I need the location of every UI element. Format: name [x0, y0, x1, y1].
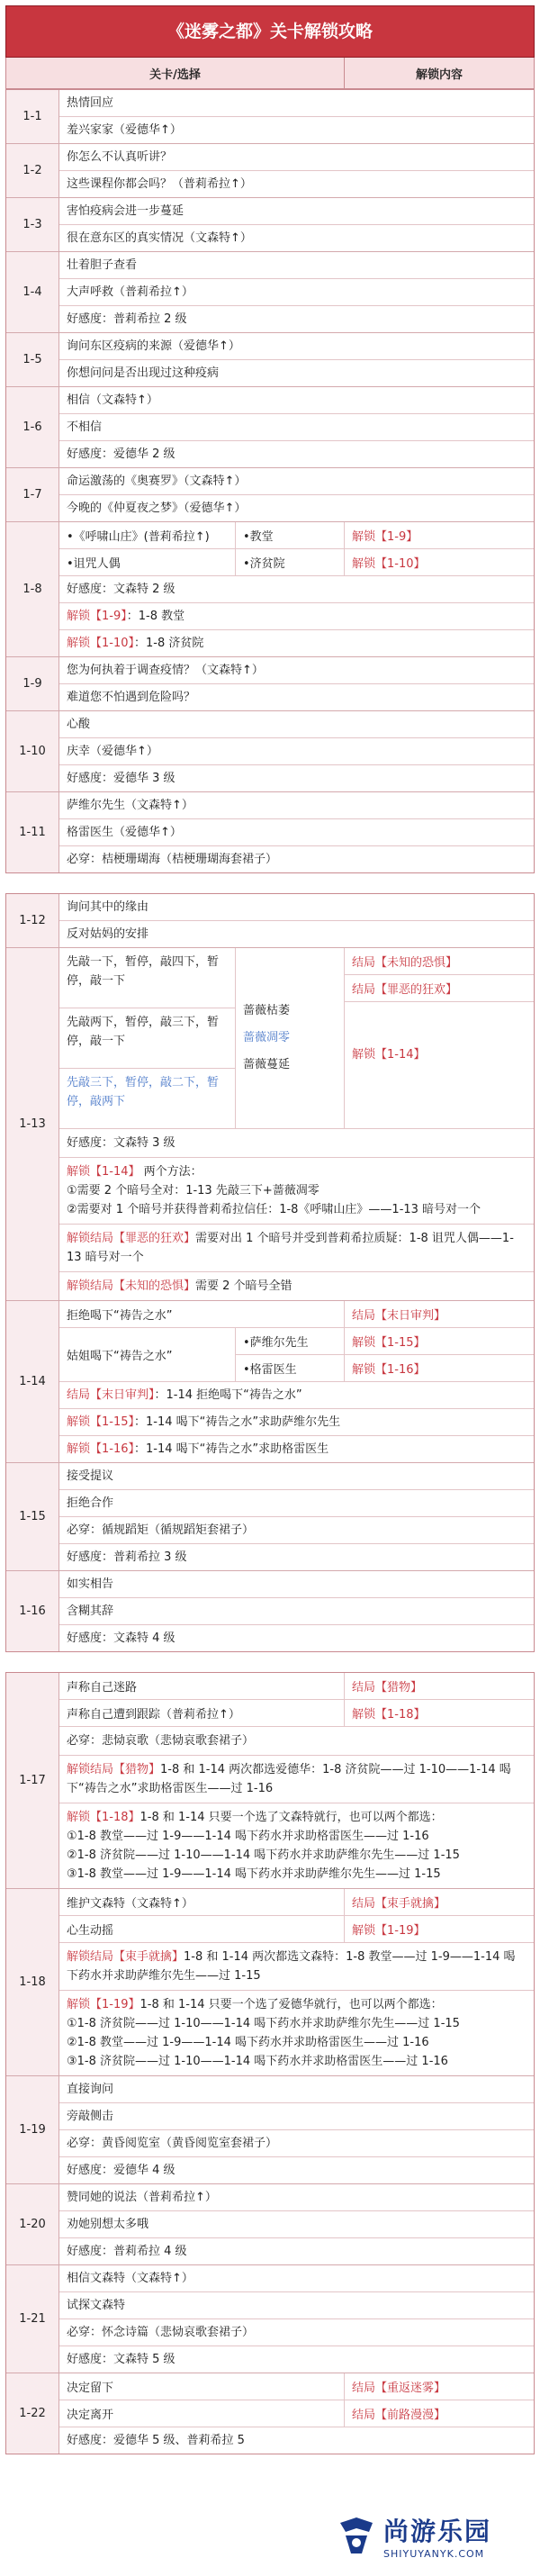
- outfit-note: 必穿：悲恸哀歌（悲恸哀歌套裙子）: [59, 1727, 534, 1756]
- affinity-note: 好感度：文森特 2 级: [59, 576, 534, 603]
- level-id: 1-5: [6, 333, 59, 386]
- unlock-detail: ：1-8 教堂: [127, 610, 184, 623]
- level-id: 1-1: [6, 90, 59, 143]
- ending-label: 结局【前路漫漫】: [345, 2400, 534, 2427]
- level-id: 1-19: [6, 2076, 59, 2183]
- unlock-tag: 解锁【1-16】: [67, 1442, 134, 1456]
- unlock-label: 解锁【1-15】: [345, 1328, 534, 1355]
- level-row: [6, 948, 534, 1301]
- level-row: [6, 1463, 534, 1571]
- unlock-tag: 解锁结局【罪恶的狂欢】: [67, 1232, 195, 1245]
- choice: 维护文森特（文森特↑）: [59, 1889, 344, 1916]
- level-id: 1-6: [6, 387, 59, 467]
- rose-option-correct: 蔷薇凋零: [243, 1025, 337, 1052]
- level-row: [6, 1571, 534, 1651]
- ending-label: 结局【末日审判】: [345, 1301, 534, 1328]
- unlock-note: [59, 1803, 534, 1827]
- unlock-tag: 解锁结局【未知的恐惧】: [67, 1279, 195, 1293]
- choice: 如实相告: [59, 1571, 534, 1598]
- unlock-detail: ：1-8 济贫院: [134, 637, 203, 650]
- level-id: 1-21: [6, 2265, 59, 2373]
- section-2: [5, 893, 535, 1652]
- ending-label: 结局【束手就擒】: [345, 1889, 534, 1916]
- choice: 相信文森特（文森特↑）: [59, 2265, 534, 2292]
- choice: 心酸: [59, 711, 534, 738]
- level-id: 1-18: [6, 1889, 59, 2075]
- strategy-page: [5, 5, 535, 2454]
- unlock-note: [59, 1991, 534, 2014]
- affinity-note: 好感度：爱德华 4 级: [59, 2157, 534, 2183]
- section-1: [5, 89, 535, 873]
- choice: 旁敲侧击: [59, 2103, 534, 2130]
- choice: 这些课程你都会吗？（普莉希拉↑）: [59, 171, 534, 197]
- level-id: 1-14: [6, 1301, 59, 1462]
- site-watermark: [329, 2504, 536, 2567]
- choice: 你想问问是否出现过这种疫病: [59, 360, 534, 386]
- level-row: [6, 894, 534, 948]
- knock-code: 先敲两下，暂停，敲三下，暂停，敲一下: [59, 1008, 235, 1069]
- outfit-note: 必穿：循规蹈矩（循规蹈矩套裙子）: [59, 1517, 534, 1544]
- choice: 今晚的《仲夏夜之梦》（爱德华↑）: [59, 495, 534, 521]
- choice: 询问东区疫病的来源（爱德华↑）: [59, 333, 534, 360]
- route-line: ③1-8 教堂——过 1-9——1-14 喝下药水并求助萨维尔先生——过 1-15: [59, 1865, 534, 1888]
- choice: 害怕疫病会进一步蔓延: [59, 198, 534, 225]
- choice: 命运激荡的《奥赛罗》（文森特↑）: [59, 468, 534, 495]
- level-row: [6, 1673, 534, 1889]
- route-line: ②1-8 教堂——过 1-9——1-14 喝下药水并求助格雷医生——过 1-16: [59, 2033, 534, 2052]
- level-row: [6, 90, 534, 144]
- knock-code: 先敲一下，暂停，敲四下，暂停，敲一下: [59, 948, 235, 1008]
- unlock-tag: 解锁【1-14】: [67, 1165, 140, 1179]
- unlock-note: [59, 1272, 534, 1300]
- unlock-tag: 解锁【1-19】: [67, 1998, 140, 2011]
- unlock-detail: 1-8 和 1-14 只要一个选了爱德华就行，也可以两个都选：: [140, 1998, 443, 2011]
- unlock-detail: 需要对出 1 个暗号并受到普莉希拉质疑：1-8 诅咒人偶——1-13 暗号对一个: [67, 1232, 514, 1264]
- affinity-note: 好感度：文森特 5 级: [59, 2346, 534, 2373]
- level-id: 1-16: [6, 1571, 59, 1651]
- choice: 萨维尔先生（文森特↑）: [59, 792, 534, 819]
- unlock-tag: 解锁【1-10】: [67, 637, 134, 650]
- level-row: [6, 2265, 534, 2373]
- choice: 含糊其辞: [59, 1598, 534, 1625]
- level-row: [6, 1301, 534, 1463]
- unlock-detail: 1-8 和 1-14 只要一个选了文森特就行，也可以两个都选：: [140, 1811, 443, 1824]
- unlock-detail: 1-8 和 1-14 两次都选文森特：1-8 教堂——过 1-9——1-14 喝下药水并求助萨维尔先生——过 1-15: [67, 1950, 516, 1983]
- ending-label: 结局【重返迷雾】: [345, 2373, 534, 2400]
- affinity-note: 好感度：文森特 4 级: [59, 1625, 534, 1651]
- choice: 格雷医生（爱德华↑）: [59, 819, 534, 846]
- level-row: [6, 2373, 534, 2454]
- unlock-note: [59, 1409, 534, 1436]
- rose-option: 蔷薇枯萎: [243, 998, 337, 1025]
- level-row: [6, 468, 534, 522]
- method-line: ②需要对 1 个暗号并获得普莉希拉信任：1-8《呼啸山庄》——1-13 暗号对一个: [59, 1200, 534, 1225]
- unlock-detail: 1-8 和 1-14 两次都选爱德华：1-8 济贫院——过 1-10——1-14 喝下“祷告之水”求助格雷医生——过 1-16: [67, 1763, 511, 1795]
- unlock-tag: 解锁【1-9】: [67, 610, 127, 623]
- watermark-sub: SHIYUYANYK.COM: [383, 2548, 491, 2560]
- choice: 决定留下: [59, 2373, 344, 2400]
- level-row: [6, 792, 534, 872]
- ending-label: 结局【猎物】: [345, 1673, 534, 1700]
- level-row: [6, 144, 534, 198]
- affinity-note: 好感度：普莉希拉 4 级: [59, 2238, 534, 2264]
- site-logo-icon: [329, 2508, 383, 2562]
- level-id: 1-12: [6, 894, 59, 947]
- unlock-label: 解锁【1-18】: [345, 1700, 534, 1726]
- table-header: [5, 58, 535, 89]
- choice: 拒绝喝下“祷告之水”: [59, 1301, 344, 1328]
- ending-label: 结局【未知的恐惧】: [345, 948, 534, 975]
- level-id: 1-2: [6, 144, 59, 197]
- choice: 你怎么不认真听讲？: [59, 144, 534, 171]
- unlock-tag: 解锁结局【猎物】: [67, 1763, 160, 1776]
- rose-option: 蔷薇蔓延: [243, 1052, 337, 1079]
- unlock-note: [59, 630, 534, 656]
- level-id: 1-3: [6, 198, 59, 251]
- choice: 询问其中的缘由: [59, 894, 534, 921]
- page-title: 《迷雾之都》关卡解锁攻略: [5, 5, 535, 58]
- unlock-note: [59, 1225, 534, 1272]
- affinity-note: 好感度：普莉希拉 3 级: [59, 1544, 534, 1570]
- sub-choice: •格雷医生: [236, 1355, 344, 1381]
- outfit-note: 必穿：黄昏阅览室（黄昏阅览室套裙子）: [59, 2130, 534, 2157]
- route-line: ②1-8 济贫院——过 1-10——1-14 喝下药水并求助萨维尔先生——过 1-15: [59, 1846, 534, 1865]
- unlock-label: 解锁【1-19】: [345, 1916, 534, 1942]
- unlock-detail: ：1-14 喝下“祷告之水”求助格雷医生: [134, 1442, 328, 1456]
- route-line: ①1-8 教堂——过 1-9——1-14 喝下药水并求助格雷医生——过 1-16: [59, 1827, 534, 1846]
- choice: 试探文森特: [59, 2292, 534, 2319]
- unlock-note: [59, 603, 534, 630]
- unlock-detail: 两个方法：: [140, 1165, 202, 1179]
- level-row: [6, 387, 534, 468]
- unlock-label: 解锁【1-10】: [345, 549, 534, 575]
- unlock-tag: 结局【末日审判】: [67, 1388, 155, 1402]
- choice: •《呼啸山庄》(普莉希拉↑): [59, 522, 235, 549]
- level-row: [6, 522, 534, 657]
- affinity-note: 好感度：文森特 3 级: [59, 1129, 534, 1158]
- choice: 心生动摇: [59, 1916, 344, 1942]
- level-row: [6, 333, 534, 387]
- level-id: 1-15: [6, 1463, 59, 1570]
- route-line: ③1-8 济贫院——过 1-10——1-14 喝下药水并求助格雷医生——过 1-16: [59, 2052, 534, 2075]
- choice: 声称自己遭到跟踪（普莉希拉↑）: [59, 1700, 344, 1726]
- choice: 羞兴家家（爱德华↑）: [59, 117, 534, 143]
- choice: 直接询问: [59, 2076, 534, 2103]
- choice: 决定离开: [59, 2400, 344, 2427]
- header-level-choice: 关卡/选择: [6, 58, 344, 88]
- outfit-note: 必穿：桔梗珊瑚海（桔梗珊瑚海套裙子）: [59, 846, 534, 872]
- unlock-note: [59, 1382, 534, 1409]
- choice: 赞同她的说法（普莉希拉↑）: [59, 2184, 534, 2211]
- choice: 不相信: [59, 414, 534, 441]
- unlock-label: 解锁【1-14】: [345, 1002, 534, 1103]
- level-row: [6, 711, 534, 792]
- affinity-note: 好感度：爱德华 2 级: [59, 441, 534, 467]
- choice: 拒绝合作: [59, 1490, 534, 1517]
- choice: 难道您不怕遇到危险吗？: [59, 684, 534, 710]
- choice: 声称自己迷路: [59, 1673, 344, 1700]
- header-unlock: 解锁内容: [344, 58, 534, 88]
- choice: 热情回应: [59, 90, 534, 117]
- choice: 相信（文森特↑）: [59, 387, 534, 414]
- level-row: [6, 1889, 534, 2076]
- unlock-tag: 解锁【1-15】: [67, 1415, 134, 1429]
- sub-choice: •教堂: [236, 522, 344, 549]
- affinity-note: 好感度：爱德华 3 级: [59, 765, 534, 791]
- method-line: ①需要 2 个暗号全对：1-13 先敲三下+蔷薇凋零: [59, 1181, 534, 1200]
- unlock-note: [59, 1943, 534, 1991]
- choice: 劝她别想太多哦: [59, 2211, 534, 2238]
- section-3: [5, 1672, 535, 2454]
- choice: 大声呼救（普莉希拉↑）: [59, 279, 534, 306]
- level-id: 1-4: [6, 252, 59, 332]
- unlock-label: 解锁【1-16】: [345, 1355, 534, 1381]
- choice: 庆幸（爱德华↑）: [59, 738, 534, 765]
- level-id: 1-11: [6, 792, 59, 872]
- sub-choice: •萨维尔先生: [236, 1328, 344, 1355]
- watermark-main: 尚游乐园: [383, 2512, 491, 2548]
- outfit-note: 必穿：怀念诗篇（悲恸哀歌套裙子）: [59, 2319, 534, 2346]
- choice: 反对姑妈的安排: [59, 921, 534, 947]
- unlock-detail: ：1-14 拒绝喝下“祷告之水”: [155, 1388, 302, 1402]
- knock-code-correct: 先敲三下，暂停，敲二下，暂停，敲两下: [59, 1069, 235, 1128]
- choice: 壮着胆子查看: [59, 252, 534, 279]
- level-id: 1-8: [6, 522, 59, 656]
- unlock-note: [59, 1756, 534, 1803]
- affinity-note: 好感度：爱德华 5 级、普莉希拉 5: [59, 2427, 534, 2454]
- choice: 您为何执着于调查疫情？（文森特↑）: [59, 657, 534, 684]
- choice: •诅咒人偶: [59, 549, 235, 575]
- choice: 很在意东区的真实情况（文森特↑）: [59, 225, 534, 251]
- choice: 姑姐喝下“祷告之水”: [59, 1328, 236, 1381]
- level-row: [6, 2184, 534, 2265]
- ending-label: 结局【罪恶的狂欢】: [345, 975, 534, 1002]
- level-id: 1-7: [6, 468, 59, 521]
- level-row: [6, 2076, 534, 2184]
- level-row: [6, 252, 534, 333]
- level-row: [6, 198, 534, 252]
- level-id: 1-10: [6, 711, 59, 791]
- sub-choice: •济贫院: [236, 549, 344, 575]
- level-id: 1-17: [6, 1673, 59, 1888]
- level-id: 1-13: [6, 948, 59, 1300]
- unlock-note: [59, 1158, 534, 1181]
- route-line: ①1-8 济贫院——过 1-10——1-14 喝下药水并求助萨维尔先生——过 1-15: [59, 2014, 534, 2033]
- level-row: [6, 657, 534, 711]
- unlock-label: 解锁【1-9】: [345, 522, 534, 549]
- affinity-note: 好感度：普莉希拉 2 级: [59, 306, 534, 332]
- unlock-note: [59, 1436, 534, 1462]
- level-id: 1-20: [6, 2184, 59, 2264]
- choice: 接受提议: [59, 1463, 534, 1490]
- level-id: 1-22: [6, 2373, 59, 2454]
- unlock-tag: 解锁结局【束手就擒】: [67, 1950, 184, 1964]
- unlock-tag: 解锁【1-18】: [67, 1811, 140, 1824]
- unlock-detail: ：1-14 喝下“祷告之水”求助萨维尔先生: [134, 1415, 340, 1429]
- level-id: 1-9: [6, 657, 59, 710]
- unlock-detail: 需要 2 个暗号全错: [195, 1279, 292, 1293]
